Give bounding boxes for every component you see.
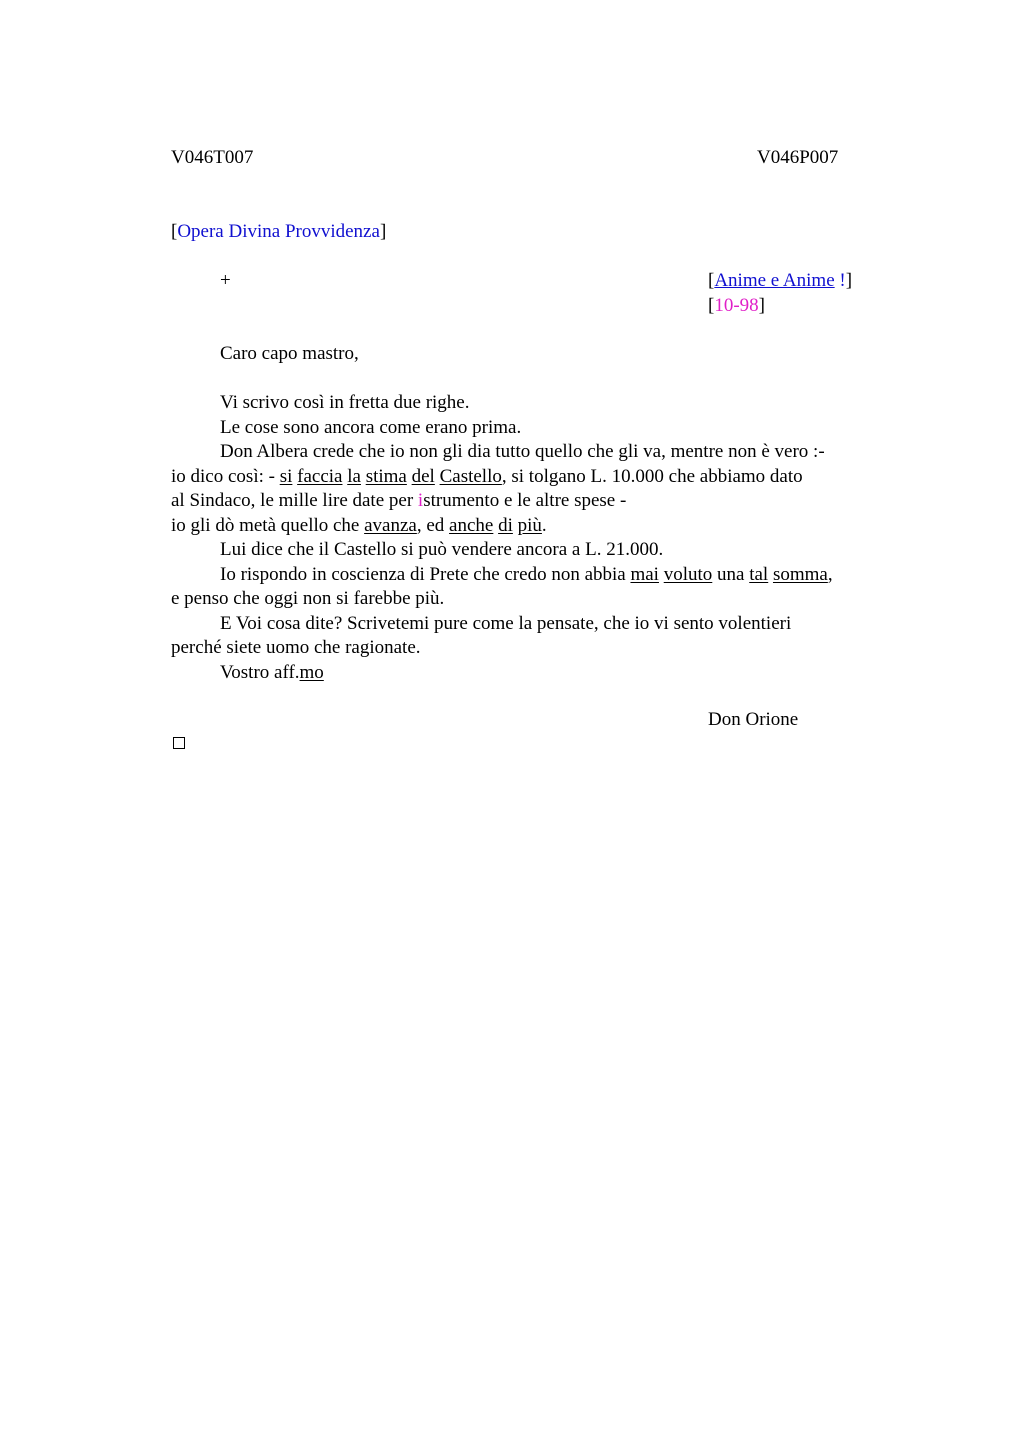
end-marker-box [173, 737, 185, 749]
document-code-right: V046P007 [757, 147, 839, 168]
edit-mark: i [417, 490, 424, 511]
letter-body [171, 391, 891, 685]
letter-line: al Sindaco, le mille lire date per istrumento e le altre spese - [171, 490, 627, 511]
letter-closing: Vostro aff.mo [220, 661, 324, 683]
collection-title [171, 220, 386, 244]
letter-line: Io rispondo in coscienza di Prete che credo non abbia mai voluto una tal somma, [220, 563, 833, 585]
exclamation: ! [834, 270, 846, 291]
letter-line: Le cose sono ancora come erano prima. [220, 416, 522, 438]
bracket-close: ] [845, 270, 853, 291]
date-tag: 10-98 [714, 295, 759, 316]
tag-date [708, 294, 765, 318]
letter-line: perché siete uomo che ragionate. [171, 637, 421, 658]
bracket-close: ] [758, 295, 765, 316]
letter-line: Lui dice che il Castello si può vendere ancora a L. 21.000. [220, 539, 664, 560]
bracket-close: ] [379, 221, 387, 242]
salutation: Caro capo mastro, [220, 343, 359, 364]
letter-line: E Voi cosa dite? Scrivetemi pure come la pensate, che io vi sento volentieri [220, 612, 792, 634]
letter-line: io dico così: - si faccia la stima del Castello, si tolgano L. 10.000 che abbiamo dato [171, 465, 803, 487]
letter-line: Don Albera crede che io non gli dia tutto quello che gli va, mentre non è vero :- [220, 441, 825, 462]
bracket-open: [ [708, 270, 715, 291]
letter-line: e penso che oggi non si farebbe più. [171, 588, 445, 609]
cross-symbol: + [220, 270, 231, 291]
tag-anime [708, 269, 852, 293]
collection-link[interactable]: Opera Divina Provvidenza [177, 221, 380, 242]
bracket-open: [ [171, 221, 178, 242]
signature: Don Orione [708, 709, 799, 730]
letter-line: Vi scrivo così in fretta due righe. [220, 392, 470, 413]
bracket-open: [ [708, 295, 715, 316]
anime-link[interactable]: Anime e Anime [714, 270, 835, 291]
letter-line: io gli dò metà quello che avanza, ed anche di più. [171, 514, 547, 536]
document-code-left: V046T007 [171, 147, 254, 168]
